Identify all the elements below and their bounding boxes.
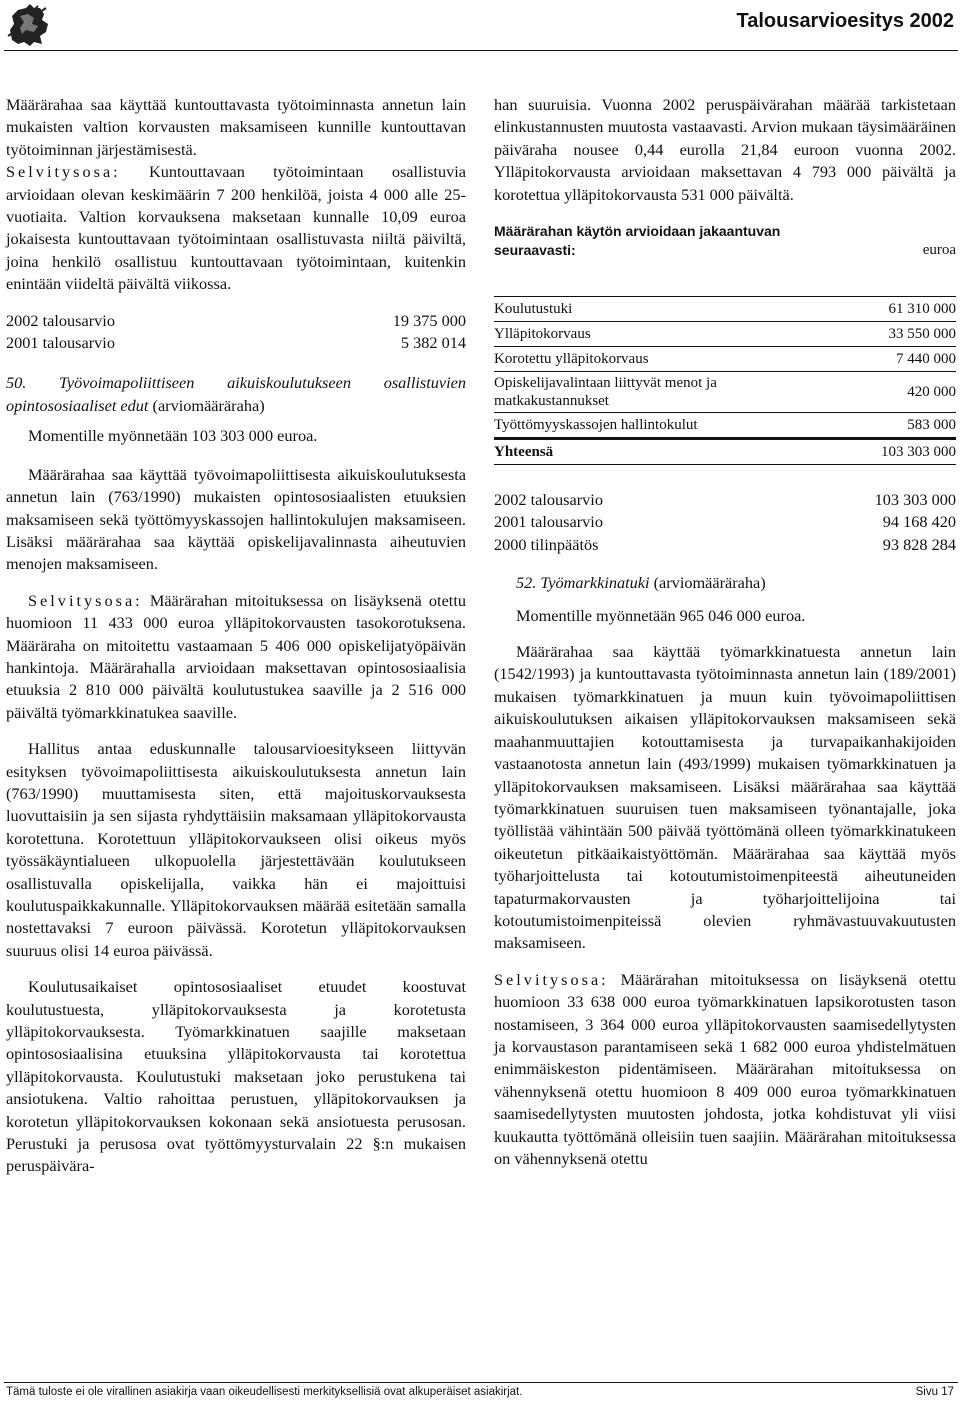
allocation-table xyxy=(494,222,956,465)
budget-value: 94 168 420 xyxy=(882,512,956,532)
section-50-heading xyxy=(6,372,466,417)
row-label: Opiskelijavalintaan liittyvät menot ja matkakustannukset xyxy=(494,375,717,410)
total-label: Yhteensä xyxy=(494,444,554,461)
paragraph: Koulutusaikaiset opintososiaaliset etuudet koostuvat koulutustuesta, ylläpitokorvauksesta ja korotetusta ylläpitokorvauksesta. Työmarkkinatuen saajille maksetaan opintososiaalisina etuuksina ylläpitokorvausta tai korotettua ylläpitokorvausta. Koulutustuki maksetaan joko perustukena tai ansiotukena. Valtio rahoittaa perustuen, ylläpitokorvauksen ja korotetun ylläpitokorvauksen kokonaan sekä ansiotuesta perusosan. Perustuki ja perusosa ovat työttömyysturvalain 22 §:n mukaisen peruspäivära- xyxy=(6,977,466,1176)
budget-label: 2001 talousarvio xyxy=(6,333,115,353)
budget-label: 2002 talousarvio xyxy=(494,490,603,510)
table-unit: euroa xyxy=(922,242,956,259)
table-row xyxy=(494,347,956,372)
table-heading: Määrärahan käytön arvioidaan jakaantuvan seuraavasti: xyxy=(494,223,781,259)
paragraph-selvitysosa xyxy=(494,969,956,1171)
table-total-row xyxy=(494,438,956,465)
budget-row xyxy=(494,511,956,533)
row-value: 33 550 000 xyxy=(888,326,956,343)
right-column xyxy=(494,94,956,1170)
table-row xyxy=(494,296,956,322)
page-header xyxy=(0,0,960,80)
budget-row xyxy=(494,534,956,556)
paragraph-text: Määrärahan mitoituksessa on lisäyksenä otettu huomioon 33 638 000 euroa työmarkkinatuen lapsikorotusten tason nostamiseen, 3 364 000 euroa ylläpitokorvausten saamisedellytysten ja korvaustason parantamiseen sekä 1 682 000 euroa yhdistelmätuen enimmäiskeston pidentämiseen. Määrärahan mitoituksessa on vähennyksenä otettu huomioon 8 409 000 euroa työmarkkinatuen saamisedellytysten muutosten johdosta, jotka kohdistuvat yli viisi kuukautta työttömänä olleisiin tuen saajiin. Määrärahan mitoituksessa on vähennyksenä otettu xyxy=(494,969,956,1168)
table-row xyxy=(494,372,956,413)
budget-value: 93 828 284 xyxy=(882,534,956,554)
paragraph: Hallitus antaa eduskunnalle talousarvioesitykseen liittyvän esityksen työvoimapoliittisesta aikuiskoulutuksesta annetun lain (763/1990) muuttamisesta siten, että majoituskorvauksesta luovuttaisiin ja sen sijasta ryhdyttäisiin maksamaan ylläpitokorvausta korotettuna. Korotettuun ylläpitokorvaukseen olisi oikeus myös työssäkäyntialueen ulkopuolella järjestettävään koulutukseen osallistuvalla opiskelijalla, vaikka hän ei majoittuisi koulutuspaikkakunnalle. Ylläpitokorvauksen määrää esitetään samalla nostettavaksi 7 euroon päivässä. Korotetun ylläpitokorvauksen suuruus olisi 14 euroa päivässä. xyxy=(6,739,466,960)
paragraph-text: Kuntouttavaan työtoimintaan osallistuvia arvioidaan olevan keskimäärin 7 200 henkilöä, joista 4 000 alle 25-vuotiaita. Valtion korvauksena maksetaan kunnalle 10,09 euroa jokaisesta kuntouttavaan työtoimintaan osallistuvasta niiltä päiviltä, joina henkilö osallistuu kuntouttavaan työtoimintaan, kuitenkin enintään viideltä päivältä viikossa. xyxy=(6,162,466,294)
row-value: 61 310 000 xyxy=(888,301,956,318)
paragraph-text: Määrärahan mitoituksessa on lisäyksenä otettu huomioon 11 433 000 euroa ylläpitokorvausten tasokorotuksena. Määräraha on mitoitettu vastaamaan 5 406 000 opiskelijatyöpäivän hankintoja. Määrärahalla arvioidaan maksettavan opintososiaalisia etuuksia 2 810 000 päivältä koulutustukea saaville ja 2 516 000 päivältä työmarkkinatukea saaville. xyxy=(6,590,466,722)
header-rule xyxy=(4,50,958,51)
budget-figures xyxy=(494,489,956,556)
row-value: 7 440 000 xyxy=(896,351,956,368)
budget-figures xyxy=(6,310,466,355)
paragraph-selvitysosa xyxy=(6,161,466,295)
budget-row xyxy=(6,332,466,354)
moment-statement: Momentille myönnetään 965 046 000 euroa. xyxy=(516,605,806,625)
budget-label: 2001 talousarvio xyxy=(494,512,603,532)
row-value: 420 000 xyxy=(907,384,956,401)
row-label: Työttömyyskassojen hallintokulut xyxy=(494,417,698,434)
row-label: Korotettu ylläpitokorvaus xyxy=(494,351,649,368)
budget-value: 19 375 000 xyxy=(392,310,466,330)
table-row xyxy=(494,413,956,438)
footer-rule xyxy=(4,1382,958,1383)
selvitysosa-label: Selvitysosa: xyxy=(6,162,121,182)
page-number: Sivu 17 xyxy=(915,1386,954,1398)
section-52-heading xyxy=(494,572,956,594)
document-title: Talousarvioesitys 2002 xyxy=(736,10,954,32)
total-value: 103 303 000 xyxy=(881,444,956,461)
selvitysosa-label: Selvitysosa: xyxy=(494,969,609,989)
budget-value: 5 382 014 xyxy=(400,333,466,353)
row-label: Koulutustuki xyxy=(494,301,573,318)
budget-label: 2002 talousarvio xyxy=(6,310,115,330)
footer-disclaimer: Tämä tuloste ei ole virallinen asiakirja vaan oikeudellisesti merkityksellisiä ovat alkuperäiset asiakirjat. xyxy=(6,1386,523,1398)
row-value: 583 000 xyxy=(907,417,956,434)
section-title: 52. Työmarkkinatuki xyxy=(516,573,650,593)
paragraph: han suuruisia. Vuonna 2002 peruspäivärahan määrää tarkistetaan elinkustannusten muutosta vastaavasti. Arvion mukaan täysimääräinen päiväraha nousee 0,44 eurolla 21,84 euroon vuonna 2002. Ylläpitokorvausta arvioidaan maksettavan 4 793 000 päivältä ja korotettua ylläpitokorvausta 531 000 päivältä. xyxy=(494,95,956,204)
row-label: Ylläpitokorvaus xyxy=(494,326,591,343)
moment-statement: Momentille myönnetään 103 303 000 euroa. xyxy=(28,426,318,446)
table-row xyxy=(494,322,956,347)
section-title: 50. Työvoimapoliittiseen aikuiskoulutukseen osallistuvien opintososiaaliset edut xyxy=(6,373,466,415)
paragraph: Määrärahaa saa käyttää työmarkkinatuesta annetun lain (1542/1993) ja kuntouttavasta työtoiminnasta annetun lain (189/2001) mukaisen työmarkkinatuen ja muun kuin työvoimapoliittisen aikuiskoulutuksen aikaisen ylläpitokorvauksen maksamiseen sekä maahanmuuttajien kotouttamisesta ja turvapaikanhakijoiden vastaanotosta annetun lain (493/1999) mukaisen työmarkkinatuen ja ylläpitokorvauksen maksamiseen. Lisäksi määrärahaa saa käyttää työmarkkinatuen suuruisen tuen maksamiseen työnantajalle, joka työllistää vähintään 500 päivää työttömänä olleen työmarkkinatukeen oikeutetun pitkäaikaistyöttömän. Määrärahaa saa käyttää myös työharjoittelusta tai kotoutumistoimenpiteestä aiheutuneiden tapaturmakorvausten ja työharjoittelijoina tai kotoutumistoimenpiteissä olevien ryhmävastuuvakuutusten maksamiseen. xyxy=(494,642,956,953)
appropriation-type: (arviomääräraha) xyxy=(649,573,766,593)
budget-label: 2000 tilinpäätös xyxy=(494,534,599,554)
left-column xyxy=(6,94,466,1178)
page-footer xyxy=(6,1386,954,1398)
coat-of-arms-lion-icon xyxy=(4,2,54,48)
budget-value: 103 303 000 xyxy=(874,490,956,510)
paragraph: Määrärahaa saa käyttää kuntouttavasta työtoiminnasta annetun lain mukaisten valtion korvausten maksamiseen kunnille kuntouttavan työtoiminnan järjestämisestä. xyxy=(6,95,466,159)
table-header xyxy=(494,222,956,260)
appropriation-type: (arviomääräraha) xyxy=(148,395,265,415)
paragraph: Määrärahaa saa käyttää työvoimapoliittisesta aikuiskoulutuksesta annetun lain (763/1990) mukaisten opintososiaalisten etuuksien maksamiseen sekä työttömyyskassojen hallintokulujen maksamiseen. Lisäksi määrärahaa saa käyttää opiskelijavalinnasta aiheutuvien menojen maksamiseen. xyxy=(6,464,466,574)
selvitysosa-label: Selvitysosa: xyxy=(28,590,143,610)
paragraph-selvitysosa xyxy=(6,590,466,724)
budget-row xyxy=(494,489,956,511)
budget-row xyxy=(6,310,466,332)
